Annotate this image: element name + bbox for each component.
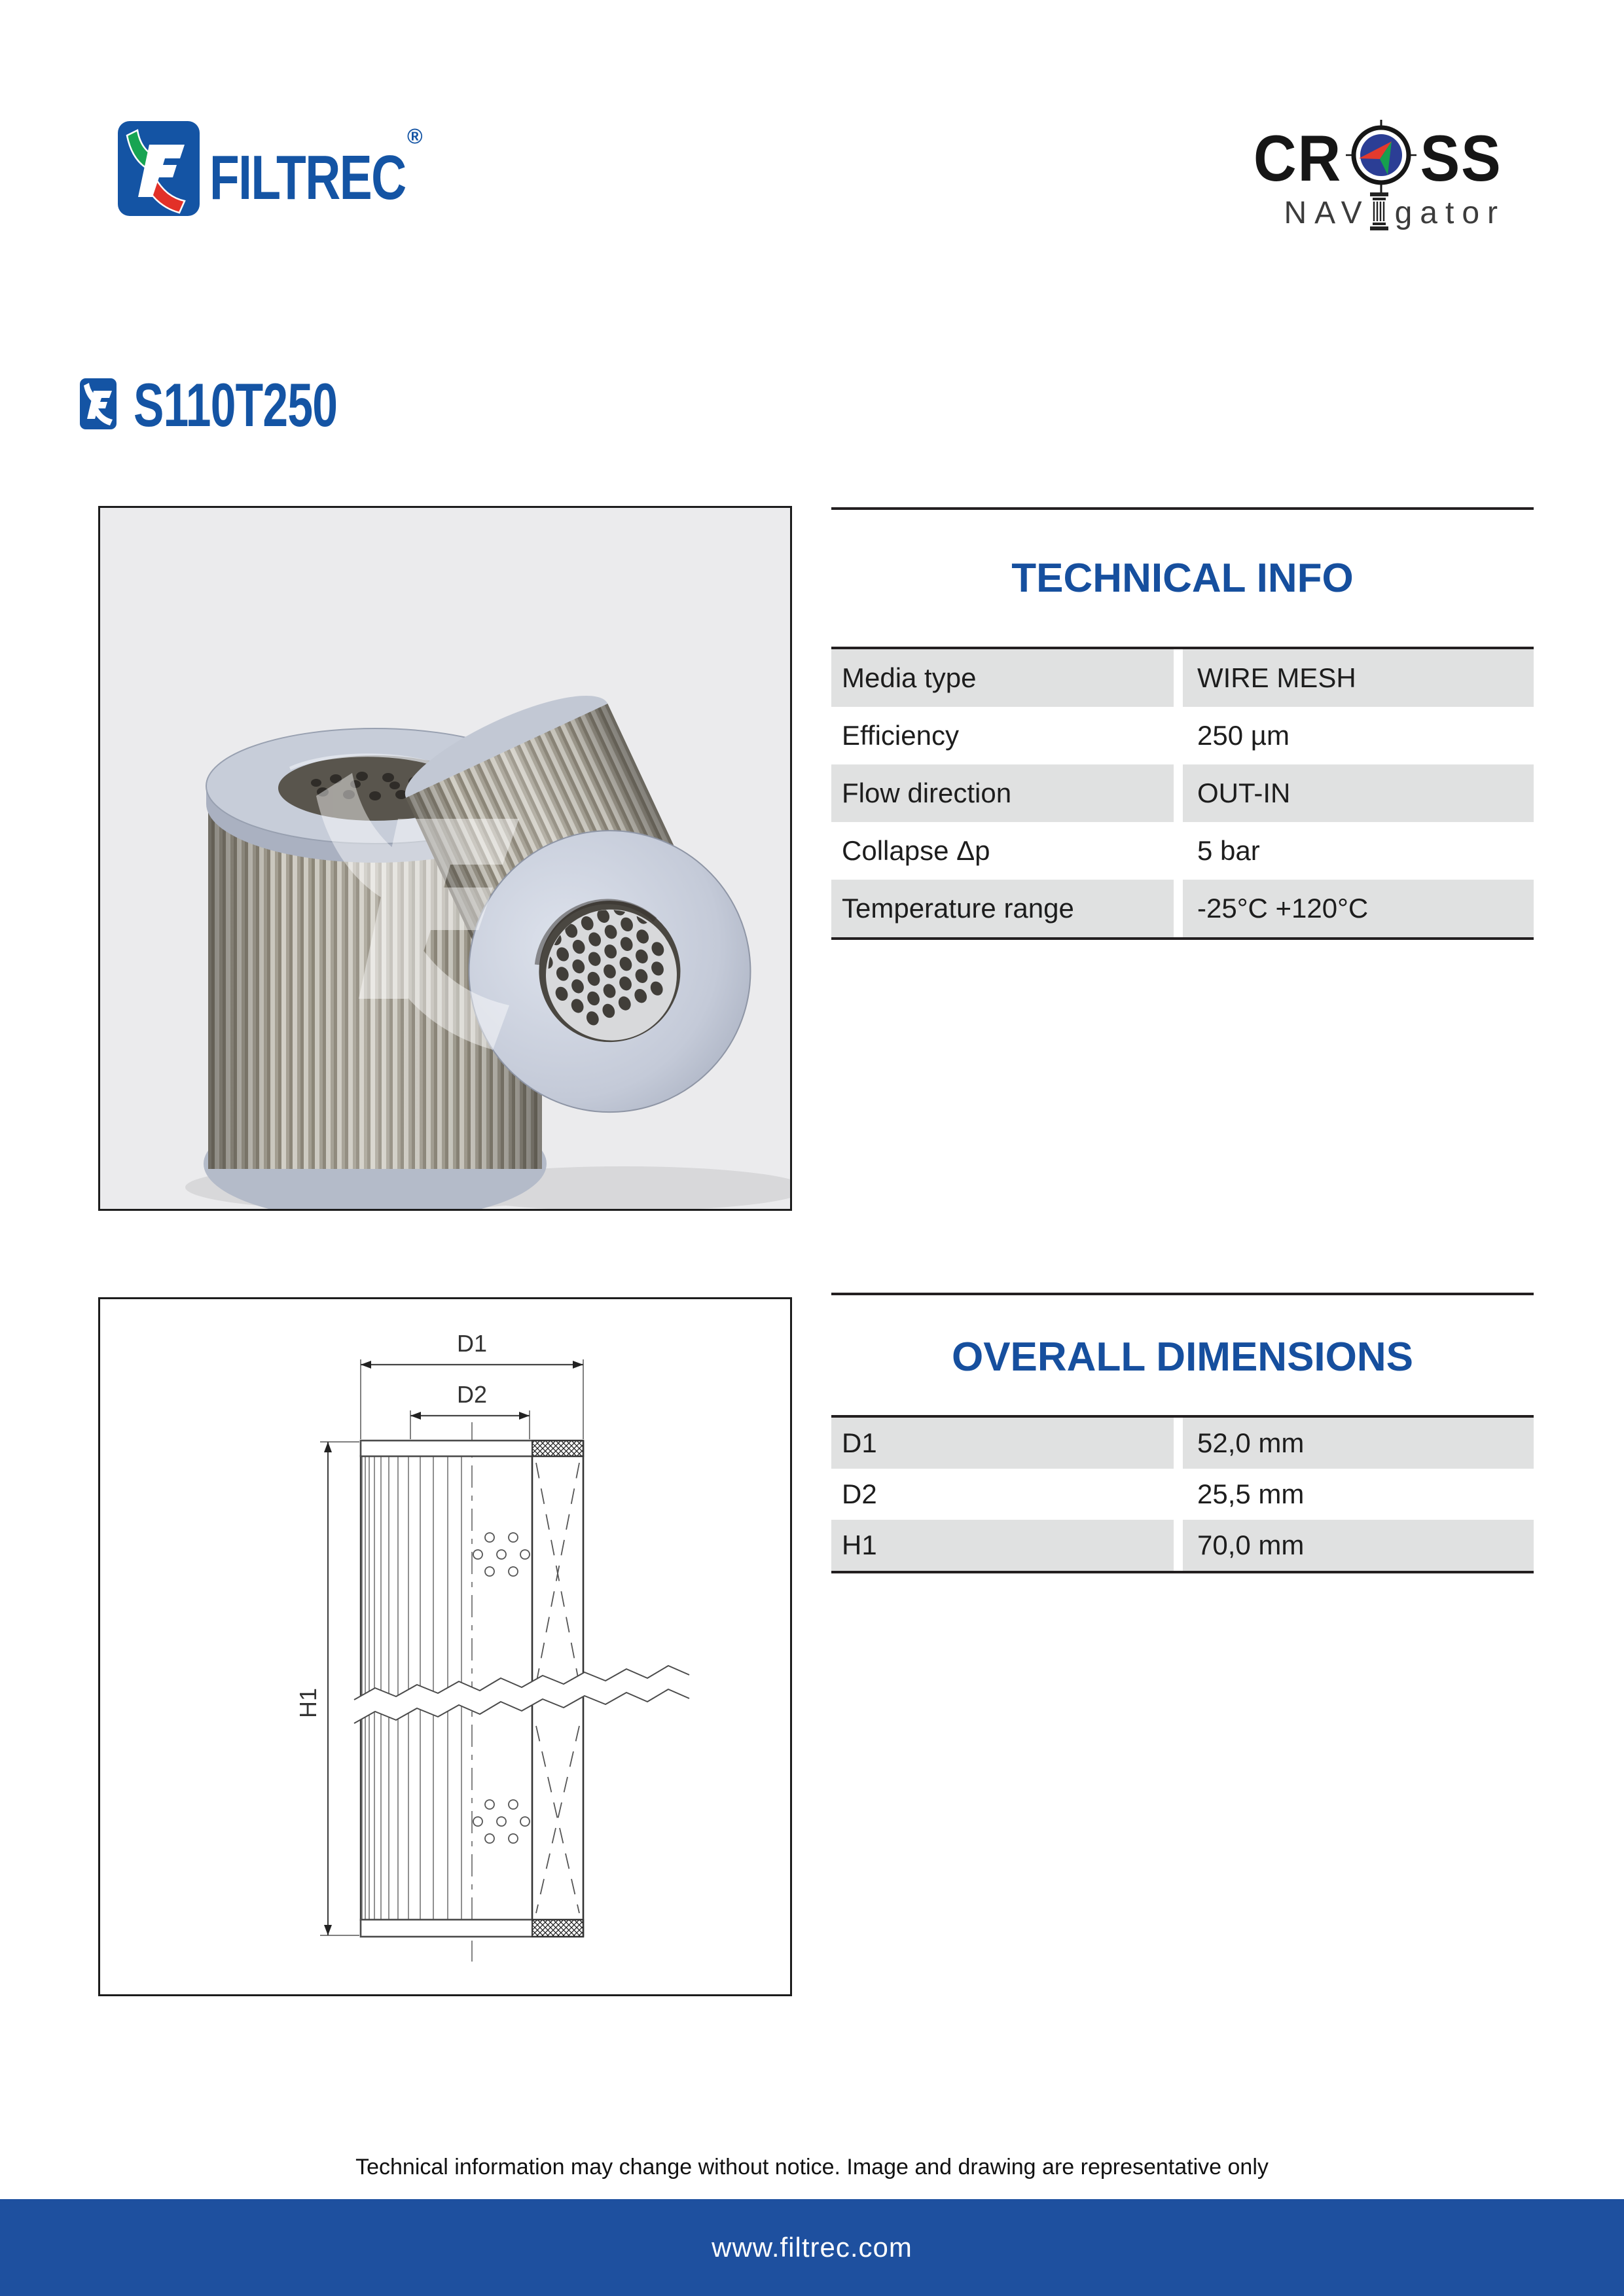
- dim-label-h1: H1: [295, 1687, 321, 1718]
- row-value: 5 bar: [1197, 835, 1260, 866]
- row-label: Efficiency: [842, 720, 959, 751]
- row-label: D2: [842, 1479, 877, 1509]
- table-row: [831, 822, 1534, 880]
- product-photo: [98, 506, 792, 1211]
- table-row: [831, 1520, 1534, 1571]
- overall-dimensions-table: [831, 1418, 1534, 1571]
- dim-label-d1: D1: [456, 1330, 488, 1357]
- table-bottom-rule-dimensions: [831, 1571, 1534, 1573]
- website-link[interactable]: www.filtrec.com: [712, 2232, 912, 2263]
- overall-dimensions-title: OVERALL DIMENSIONS: [951, 1335, 1414, 1380]
- row-label: Temperature range: [831, 880, 1174, 937]
- section-rule-technical: [831, 507, 1534, 510]
- row-value: 52,0 mm: [1183, 1418, 1534, 1469]
- table-row: [831, 649, 1534, 707]
- dim-label-d2: D2: [456, 1381, 488, 1408]
- filtrec-wordmark: FILTREC: [209, 143, 406, 213]
- gator-text: gator: [1394, 195, 1506, 230]
- table-bottom-rule-technical: [831, 937, 1534, 940]
- table-row: [831, 1418, 1534, 1469]
- cross-text-right: SS: [1420, 121, 1502, 194]
- product-code-icon: [80, 378, 117, 433]
- row-value: -25°C +120°C: [1183, 880, 1534, 937]
- technical-info-title: TECHNICAL INFO: [1011, 556, 1354, 601]
- table-row: [831, 707, 1534, 764]
- row-value: WIRE MESH: [1183, 649, 1534, 707]
- row-label: Flow direction: [831, 764, 1174, 822]
- column-icon: [1370, 192, 1388, 234]
- cross-text-left: CR: [1253, 121, 1343, 194]
- disclaimer-text: Technical information may change without notice. Image and drawing are representative only: [355, 2155, 1269, 2179]
- nav-text: NAV: [1284, 195, 1370, 230]
- table-row: [831, 764, 1534, 822]
- compass-icon: [1344, 120, 1418, 196]
- technical-info-table: [831, 649, 1534, 937]
- row-value: 25,5 mm: [1197, 1479, 1305, 1509]
- cross-navigator-logo: [1250, 120, 1506, 234]
- row-value: OUT-IN: [1183, 764, 1534, 822]
- row-value: 70,0 mm: [1183, 1520, 1534, 1571]
- footer-bar: [0, 2199, 1624, 2296]
- row-label: D1: [831, 1418, 1174, 1469]
- table-row: [831, 1469, 1534, 1520]
- technical-drawing: [98, 1297, 792, 1996]
- row-label: Media type: [831, 649, 1174, 707]
- section-rule-dimensions: [831, 1293, 1534, 1295]
- registered-trademark: ®: [407, 124, 423, 148]
- row-label: H1: [831, 1520, 1174, 1571]
- filtrec-logo-icon: [118, 121, 200, 219]
- product-code: S110T250: [134, 370, 338, 439]
- table-row: [831, 880, 1534, 937]
- row-value: 250 µm: [1197, 720, 1290, 751]
- row-label: Collapse Δp: [842, 835, 990, 866]
